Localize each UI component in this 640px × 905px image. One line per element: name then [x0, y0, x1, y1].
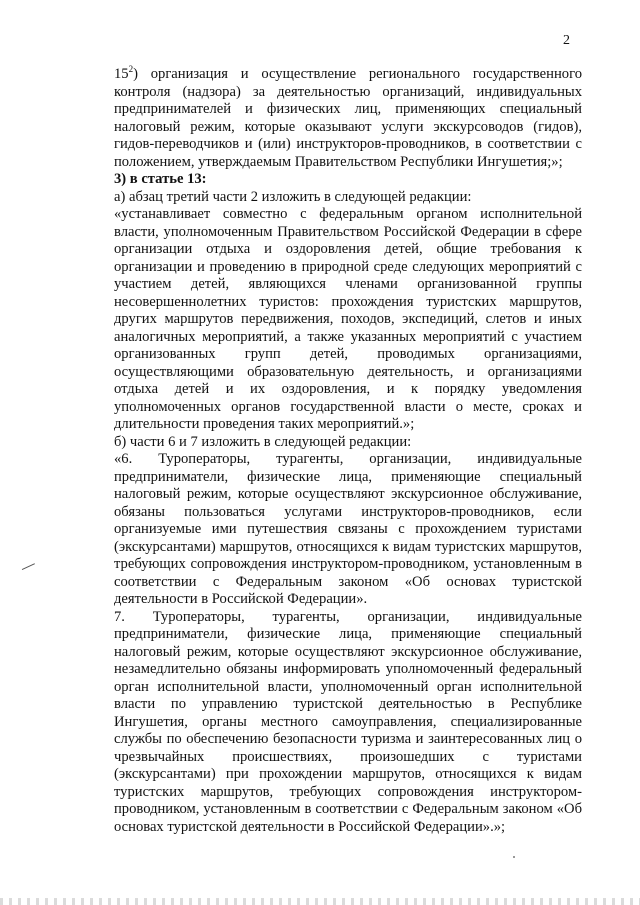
section-heading: 3) в статье 13: [114, 171, 207, 187]
text-line: требующих сопровождения инструктором-проводником, установленным в [114, 556, 582, 572]
item-number: 15 [114, 66, 129, 82]
part-6 [88, 451, 582, 609]
scan-edge-artifact [0, 898, 640, 905]
item-superscript: 2 [128, 64, 134, 75]
page-number: 2 [563, 33, 570, 48]
text-line: участием детей, являющихся членами организованной группы [114, 276, 582, 292]
part-7 [88, 609, 582, 837]
text-line: обязаны пользоваться услугами инструкторов-проводников, если [114, 503, 582, 520]
text-line: проводником, установленным в соответствии с Федеральным законом «Об [114, 801, 582, 817]
text-line: орган исполнительной власти, уполномоченный орган исполнительной [114, 678, 582, 695]
text-line: чрезвычайных происшествиях, произошедших с туристами [114, 748, 582, 765]
text-line: (экскурсантами) маршрутов, относящихся к видам туристских маршрутов, [114, 538, 582, 555]
quote-a [88, 206, 582, 434]
text-line: б) части 6 и 7 изложить в следующей редакции: [114, 433, 412, 450]
text-line: предприниматели, физические лица, применяющие специальный [114, 468, 582, 485]
document-body [88, 66, 582, 836]
text-line: основах туристской деятельности в Российской Федерации».»; [114, 818, 506, 835]
text-line: незамедлительно обязаны информировать уполномоченный федеральный [114, 661, 582, 677]
text-line: других маршрутов передвижения, походов, экспедиций, слетов и иных [114, 311, 582, 327]
text-line: а) абзац третий части 2 изложить в следующей редакции: [114, 188, 472, 205]
sub-a-intro [88, 189, 582, 207]
text-line: (экскурсантами) при прохождении маршрутов, относящихся к видам [114, 766, 582, 782]
text-line: гидов-переводчиков и (или) инструкторов-проводников, в соответствии с [114, 136, 582, 152]
text-line: уполномоченных органов государственной власти о месте, сроках и [114, 398, 582, 415]
text-line-content: ) организация и осуществление регионального государственного [133, 66, 582, 82]
text-line: организации и проведению в природной среде следующих мероприятий с [114, 258, 582, 275]
item-15-2 [88, 66, 582, 171]
text-line: деятельности в Российской Федерации». [114, 591, 368, 607]
text-line: налоговый режим, которые оказывают услуги экскурсоводов (гидов), [114, 118, 582, 135]
text-line: несовершеннолетних туристов: прохождения туристских маршрутов, [114, 293, 582, 310]
text-line: службы по обеспечению безопасности туризма и заинтересованных лиц о [114, 731, 582, 747]
text-line: «устанавливает совместно с федеральным органом исполнительной [114, 206, 582, 222]
text-line: предпринимателей и физических лиц, применяющих специальный [114, 101, 582, 117]
text-line: положением, утверждаемым Правительством Республики Ингушетия;»; [114, 153, 563, 170]
text-line: контроля (надзора) за деятельностью организаций, индивидуальных [114, 83, 582, 100]
text-line: туристских маршрутов, требующих сопровождения инструктором- [114, 783, 582, 800]
text-line: предприниматели, физические лица, применяющие специальный [114, 626, 582, 642]
text-line: осуществляющими образовательную деятельность, и организациями [114, 363, 582, 380]
text-line: налоговый режим, которые осуществляют экскурсионное обслуживание, [114, 486, 582, 502]
text-line: аналогичных мероприятий, а также указанных мероприятий с участием [114, 328, 582, 345]
text-line: власти по управлению туристской деятельностью в Республике [114, 696, 582, 712]
text-line: соответствии с Федеральным законом «Об основах туристской [114, 573, 582, 590]
text-line [88, 66, 582, 84]
text-line: власти, уполномоченным Правительством Российской Федерации в сфере [114, 223, 582, 240]
scan-mark [22, 563, 36, 573]
sub-b-intro [88, 434, 582, 452]
text-line: длительности проведения таких мероприятий.»; [114, 416, 415, 432]
text-line: организованных групп детей, проводимых организациями, [114, 346, 582, 362]
text-line: организации отдыха и оздоровления детей, общие требования к [114, 241, 582, 257]
scan-dot [513, 856, 515, 858]
text-line: организуемые ими путешествия связаны с прохождением туристами [114, 521, 582, 537]
text-line: «6. Туроператоры, турагенты, организации, индивидуальные [114, 451, 582, 467]
text-line: налоговый режим, которые осуществляют экскурсионное обслуживание, [114, 643, 582, 660]
text-line: отдыха детей и их оздоровления, и к порядку уведомления [114, 381, 582, 397]
text-line: 7. Туроператоры, турагенты, организации, индивидуальные [114, 608, 582, 625]
section-3-heading [88, 171, 582, 189]
text-line: Ингушетия, органы местного самоуправления, специализированные [114, 713, 582, 730]
